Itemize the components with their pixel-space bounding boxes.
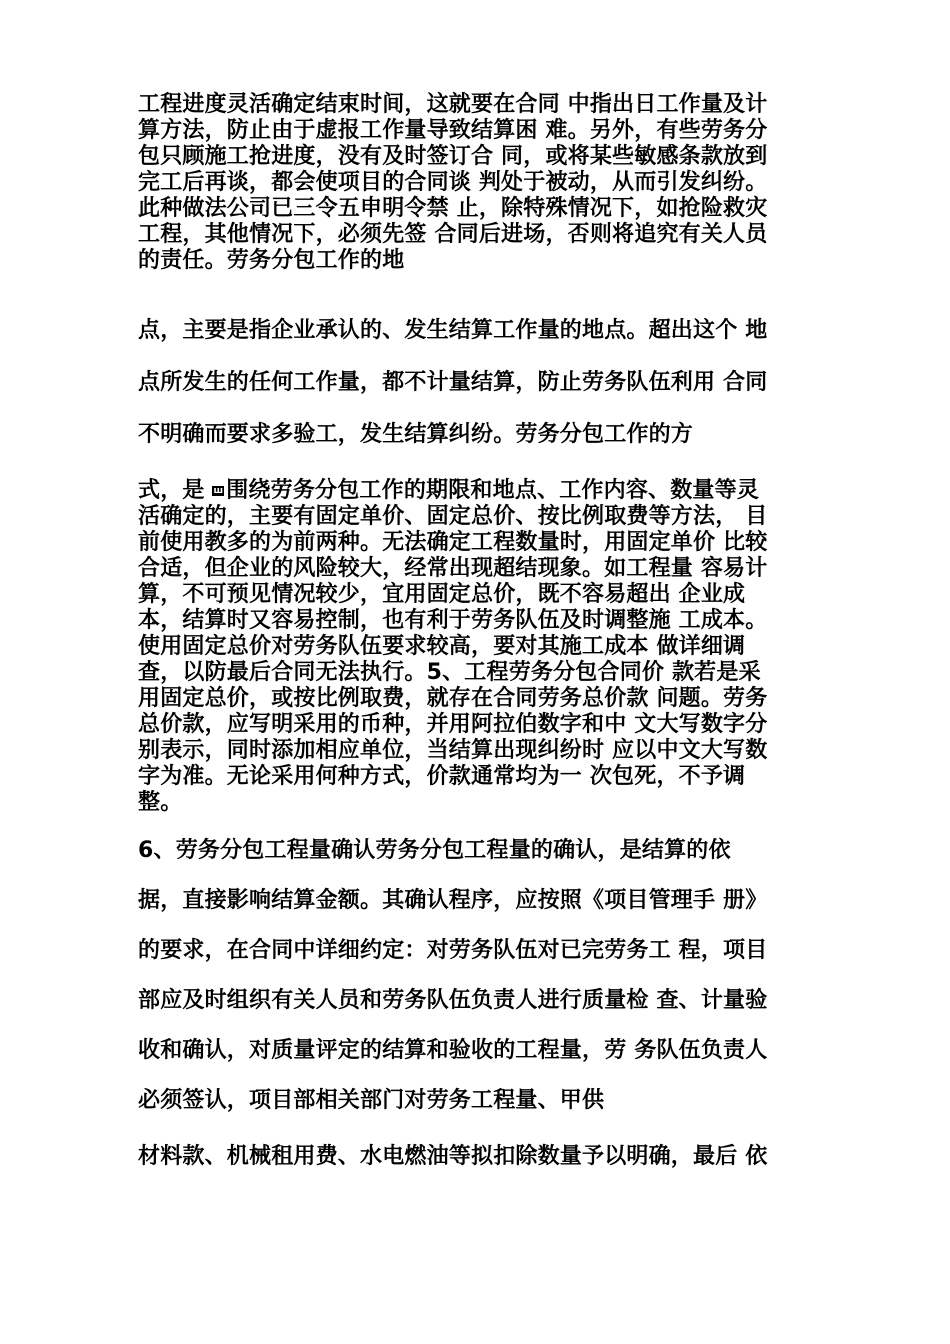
text-line: 工程，其他情况下，必须先签 合同后进场，否则将追究有关人员 xyxy=(138,222,768,247)
text-line: 部应及时组织有关人员和劳务队伍负责人进行质量检 查、计量验 xyxy=(138,988,768,1013)
text-fragment: 围绕劳务分包工作的期限和地点、工作内容、数量等灵 xyxy=(226,478,760,503)
text-line: 使用固定总价对劳务队伍要求较高，要对其施工成本 做详细调 xyxy=(138,634,746,659)
text-line: 别表示，同时添加相应单位，当结算出现纠纷时 应以中文大写数 xyxy=(138,738,768,763)
text-line: 点所发生的任何工作量，都不计量结算，防止劳务队伍利用 合同 xyxy=(138,370,768,395)
text-line: 本，结算时又容易控制，也有利于劳务队伍及时调整施 工成本。 xyxy=(138,608,768,633)
text-line: 点，主要是指企业承认的、发生结算工作量的地点。超出这个 地 xyxy=(138,318,768,343)
text-line: 的责任。劳务分包工作的地 xyxy=(138,248,405,273)
ocr-artifact-mark: ш xyxy=(213,486,224,496)
text-line: 合适，但企业的风险较大，经常出现超结现象。如工程量 容易计 xyxy=(138,556,768,581)
text-line: 总价款，应写明采用的币种，并用阿拉伯数字和中 文大写数字分 xyxy=(138,712,768,737)
text-line: 工程进度灵活确定结束时间，这就要在合同 中指出日工作量及计 xyxy=(138,92,768,117)
text-line: 算，不可预见情况较少，宜用固定总价，既不容易超出 企业成 xyxy=(138,582,746,607)
text-line: 不明确而要求多验工，发生结算纠纷。劳务分包工作的方 xyxy=(138,422,694,447)
text-line: 的要求，在合同中详细约定：对劳务队伍对已完劳务工 程，项目 xyxy=(138,938,768,963)
text-line: 活确定的，主要有固定单价、固定总价、按比例取费等方法， 目 xyxy=(138,504,768,529)
text-line: 前使用教多的为前两种。无法确定工程数量时，用固定单价 比较 xyxy=(138,530,768,555)
text-line: 此种做法公司已三令五申明令禁 止，除特殊情况下，如抢险救灾 xyxy=(138,196,768,221)
text-line: 字为准。无论采用何种方式，价款通常均为一 次包死，不予调 xyxy=(138,764,746,789)
text-line: 用固定总价，或按比例取费，就存在合同劳务总价款 问题。劳务 xyxy=(138,686,768,711)
text-line: 材料款、机械租用费、水电燃油等拟扣除数量予以明确，最后 依 xyxy=(138,1144,768,1169)
text-fragment: 式，是 xyxy=(138,478,213,503)
text-line: 算方法，防止由于虚报工作量导致结算困 难。另外，有些劳务分 xyxy=(138,118,768,143)
text-line xyxy=(138,478,818,504)
text-line: 包只顾施工抢进度，没有及时签订合 同，或将某些敏感条款放到 xyxy=(138,144,768,169)
text-line: 完工后再谈，都会使项目的合同谈 判处于被动，从而引发纠纷。 xyxy=(138,170,768,195)
text-line: 必须签认，项目部相关部门对劳务工程量、甲供 xyxy=(138,1088,605,1113)
text-line: 收和确认，对质量评定的结算和验收的工程量，劳 务队伍负责人 xyxy=(138,1038,768,1063)
text-line: 6、劳务分包工程量确认劳务分包工程量的确认，是结算的依 xyxy=(138,838,731,863)
text-line: 据，直接影响结算金额。其确认程序，应按照《项目管理手 册》 xyxy=(138,888,768,913)
text-line: 查，以防最后合同无法执行。5、工程劳务分包合同价 款若是采 xyxy=(138,660,761,685)
text-line: 整。 xyxy=(138,790,183,815)
